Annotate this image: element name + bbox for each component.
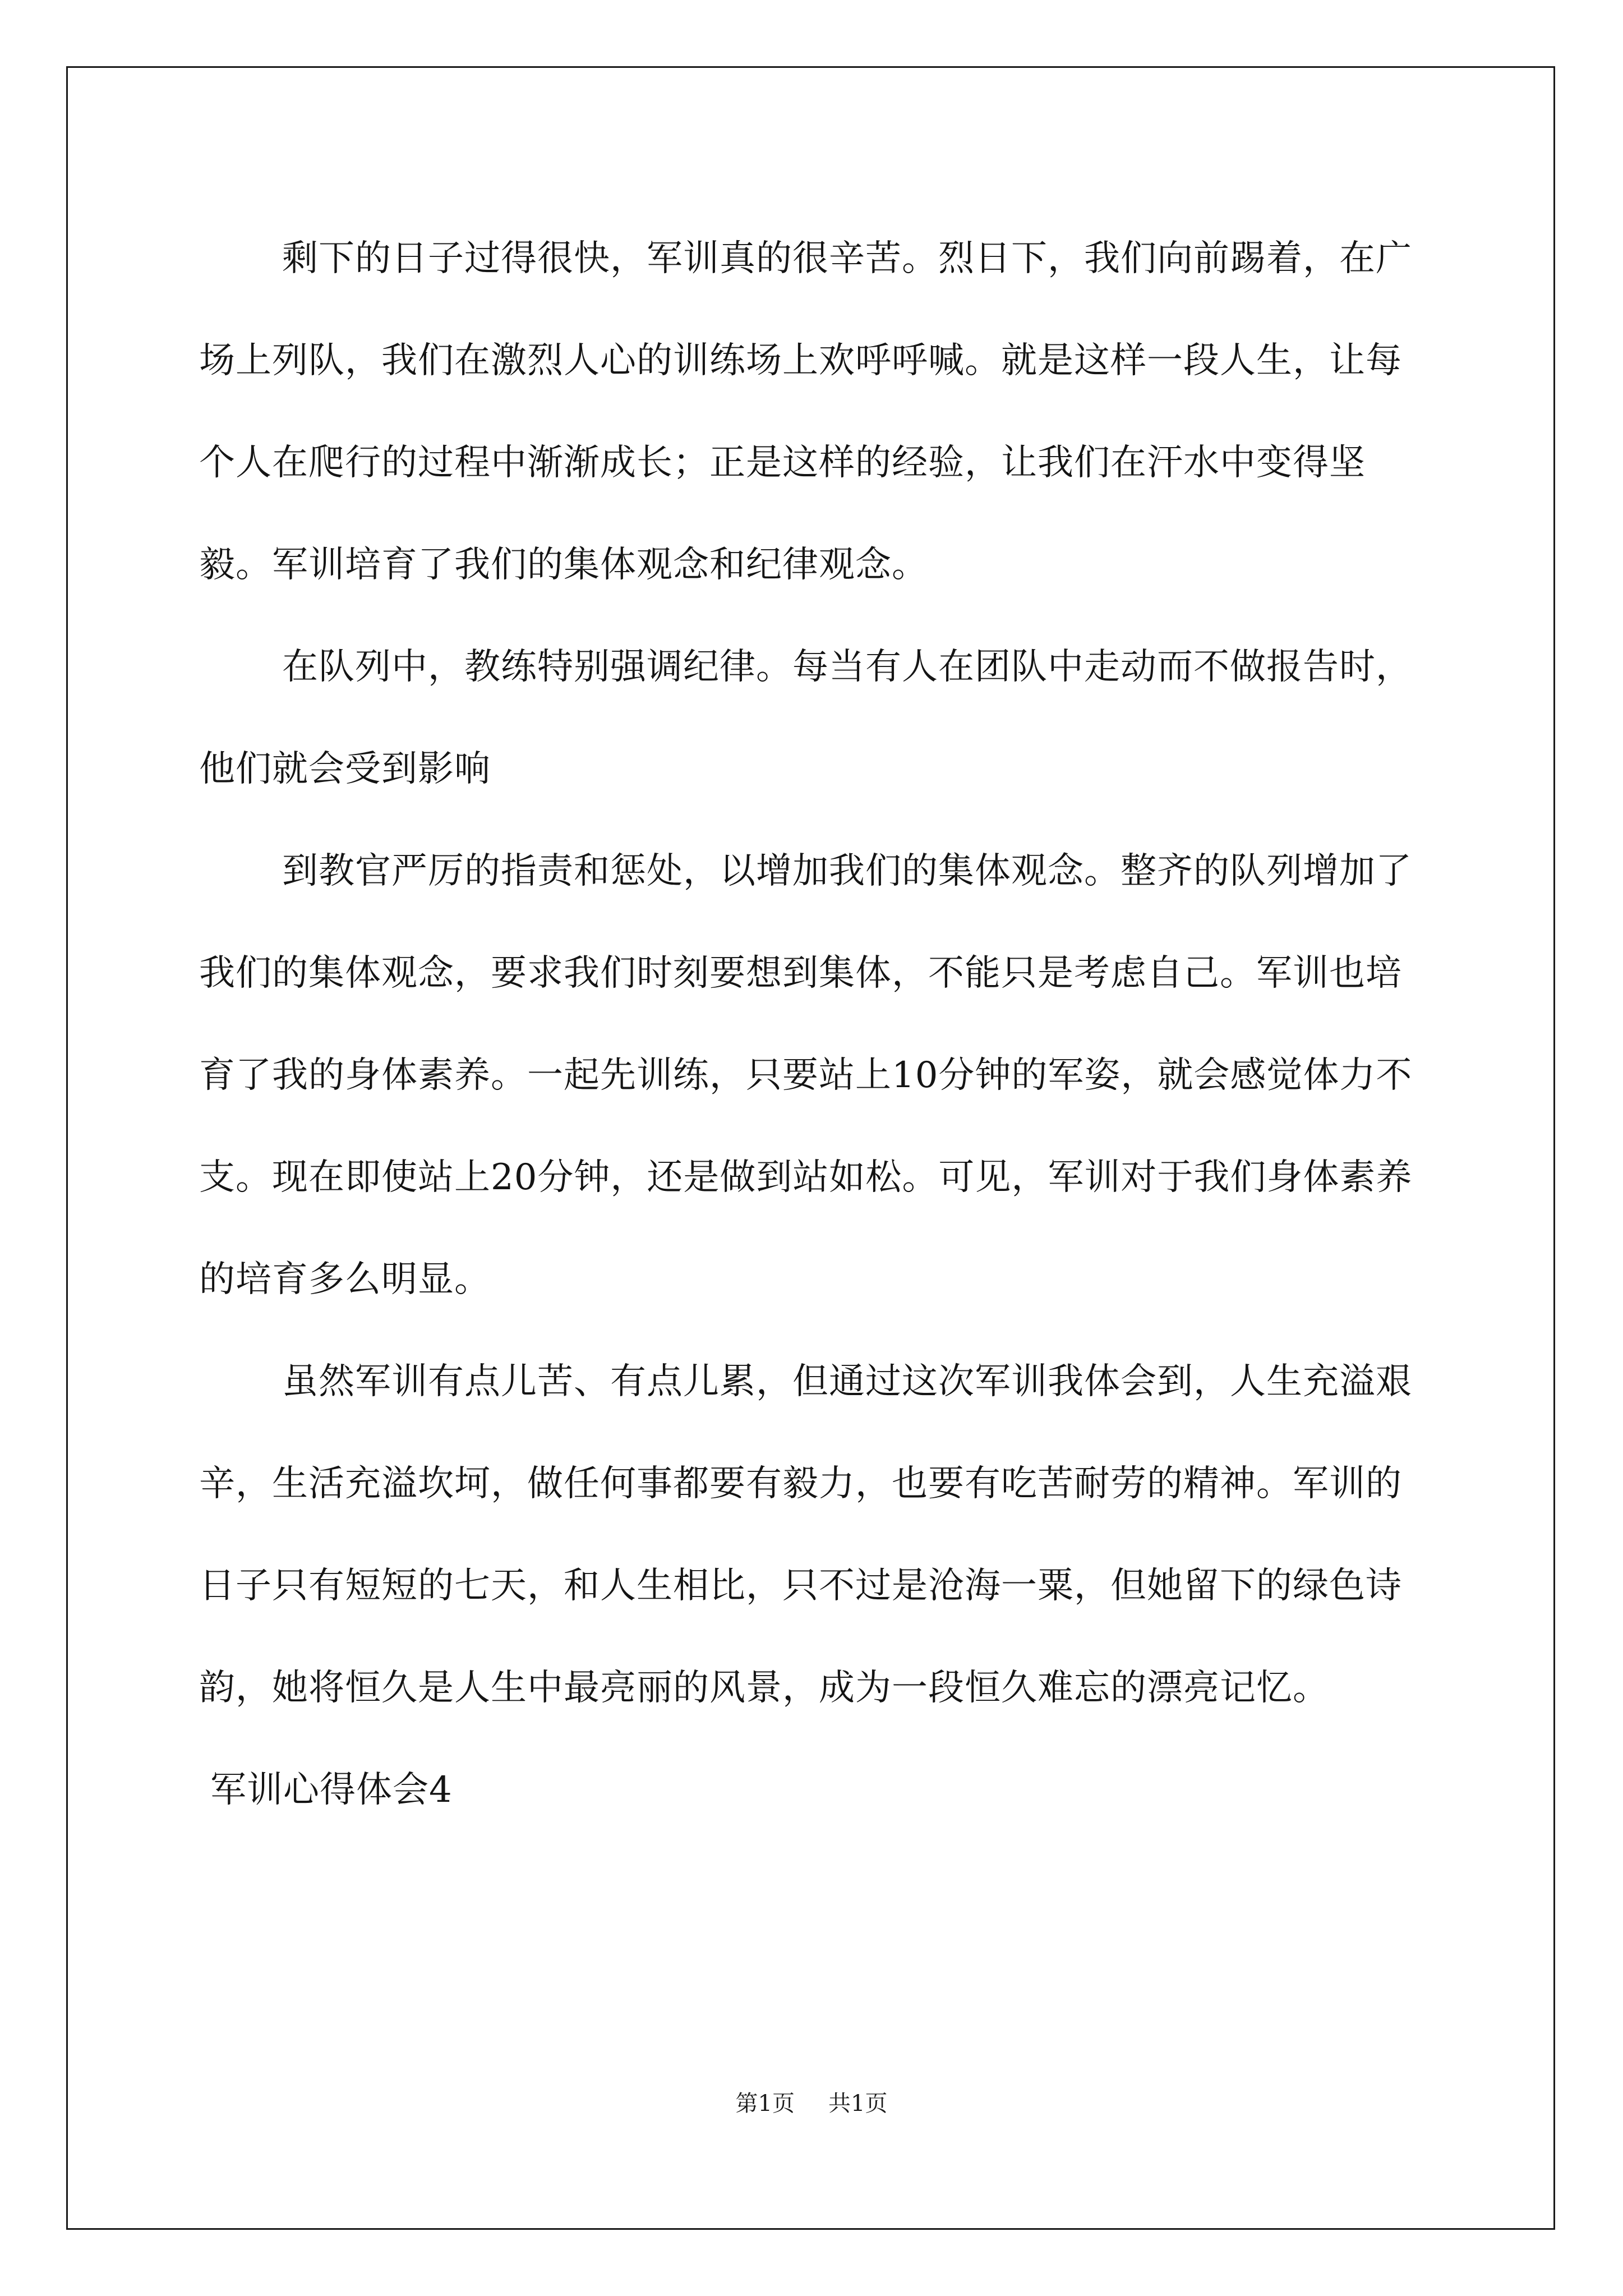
- page-footer: [0, 2087, 1623, 2120]
- section-heading: 军训心得体会4: [210, 1769, 453, 1811]
- page-number-current: 第1页: [735, 2091, 795, 2116]
- page-number-total: 共1页: [828, 2091, 888, 2116]
- paragraph-1: 剩下的日子过得很快，军训真的很辛苦。烈日下，我们向前踢着，在广场上列队，我们在激烈人心的训练场上欢呼呼喊。就是这样一段人生，让每个人在爬行的过程中渐渐成长；正是这样的经验，让我们在汗水中变得坚毅。军训培育了我们的集体观念和纪律观念。: [199, 238, 1412, 586]
- paragraph-4: 虽然军训有点儿苦、有点儿累，但通过这次军训我体会到，人生充溢艰辛，生活充溢坎坷，做任何事都要有毅力，也要有吃苦耐劳的精神。军训的日子只有短短的七天，和人生相比，只不过是沧海一粟，但她留下的绿色诗韵，她将恒久是人生中最亮丽的风景，成为一段恒久难忘的漂亮记忆。: [199, 1361, 1412, 1709]
- paragraph-3: 到教官严厉的指责和惩处，以增加我们的集体观念。整齐的队列增加了我们的集体观念，要求我们时刻要想到集体，不能只是考虑自己。军训也培育了我的身体素养。一起先训练，只要站上10分钟的军姿，就会感觉体力不支。现在即使站上20分钟，还是做到站如松。可见，军训对于我们身体素养的培育多么明显。: [199, 850, 1413, 1300]
- document-body: [199, 208, 1430, 1841]
- paragraph-2: 在队列中，教练特别强调纪律。每当有人在团队中走动而不做报告时，他们就会受到影响: [199, 646, 1412, 790]
